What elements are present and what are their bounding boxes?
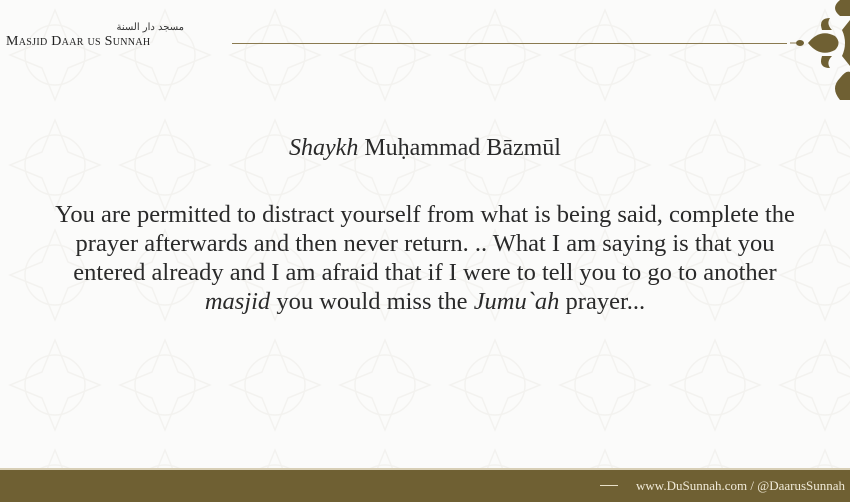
logo-name: Masjid Daar us Sunnah bbox=[6, 34, 151, 49]
author-title: Shaykh bbox=[289, 135, 359, 161]
quote-part: prayer... bbox=[559, 288, 646, 315]
logo bbox=[6, 22, 184, 50]
quote-part: You are permitted to distract yourself from what is being said, complete the prayer afterwards and then never return. .. What I am saying is that you entered already and I am afraid that if I were to tell you to go to another bbox=[55, 201, 795, 286]
footer bbox=[0, 468, 850, 502]
website-link[interactable]: www.DuSunnah.com bbox=[636, 478, 748, 493]
social-handle[interactable]: @DaarusSunnah bbox=[757, 478, 846, 493]
author-name: Muḥammad Bāzmūl bbox=[364, 135, 561, 161]
footer-separator: / bbox=[747, 478, 758, 493]
quote-part: you would miss the bbox=[270, 288, 474, 315]
quote-emphasis: masjid bbox=[204, 288, 271, 315]
ornament-icon bbox=[790, 0, 850, 100]
footer-line bbox=[600, 485, 618, 486]
logo-arabic: مسجد دار السنة bbox=[116, 22, 184, 33]
quote-text bbox=[40, 200, 810, 316]
divider-line bbox=[232, 43, 787, 44]
quote-emphasis: Jumu`ah bbox=[473, 288, 560, 315]
author bbox=[0, 135, 850, 162]
